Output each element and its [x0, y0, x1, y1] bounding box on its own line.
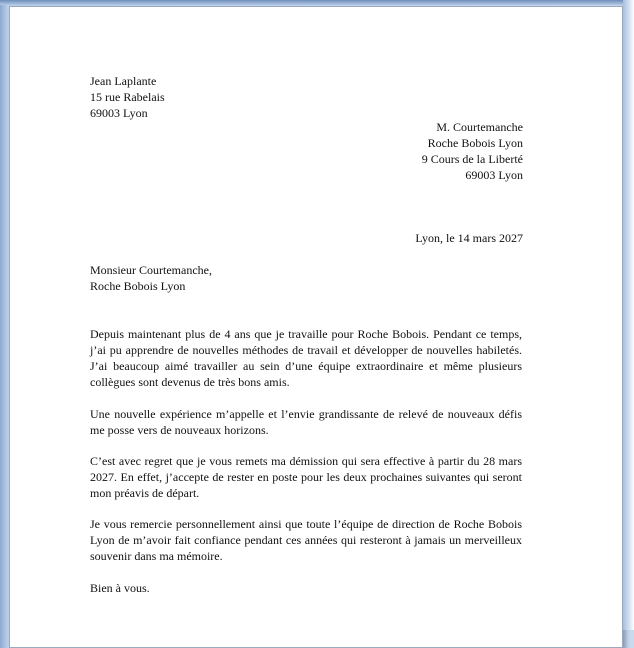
salutation-line-1: Monsieur Courtemanche, [90, 263, 212, 277]
salutation [90, 262, 212, 294]
body-paragraph-3: C’est avec regret que je vous remets ma démission qui sera effective à partir du 28 mars 2027. En effet, j’accepte de rester en poste pour les deux prochaines suivantes qui seront mon préavis de départ. [90, 454, 522, 500]
body-paragraph-2: Une nouvelle expérience m’appelle et l’envie grandissante de relevé de nouveaux défis me posse vers de nouveaux horizons. [90, 407, 522, 437]
body-paragraph-1: Depuis maintenant plus de 4 ans que je travaille pour Roche Bobois. Pendant ce temps, j’ai pu apprendre de nouvelles méthodes de travail et développer de nouvelles habiletés. J’ai beaucoup aimé travailler au sein d’une équipe extraordinaire et même plusieurs collègues sont devenus de très bons amis. [90, 327, 522, 389]
recipient-company: Roche Bobois Lyon [427, 136, 523, 150]
sender-city: 69003 Lyon [90, 106, 148, 120]
sender-name: Jean Laplante [90, 74, 157, 88]
closing-line: Bien à vous. [90, 581, 150, 595]
salutation-line-2: Roche Bobois Lyon [90, 279, 186, 293]
recipient-address [300, 119, 523, 183]
window-right-border [623, 0, 634, 630]
recipient-street: 9 Cours de la Liberté [421, 152, 523, 166]
recipient-name: M. Courtemanche [436, 120, 523, 134]
window-top-border [0, 0, 634, 5]
body-paragraph-4: Je vous remercie personnellement ainsi que toute l’équipe de direction de Roche Bobois Lyon de m’avoir fait confiance pendant ces années qui resteront à jamais un merveilleux souvenir dans ma mémoire. [90, 517, 522, 563]
sender-address [90, 73, 165, 121]
sender-street: 15 rue Rabelais [90, 90, 165, 104]
letter-date: Lyon, le 14 mars 2027 [415, 231, 523, 245]
recipient-city: 69003 Lyon [465, 168, 523, 182]
